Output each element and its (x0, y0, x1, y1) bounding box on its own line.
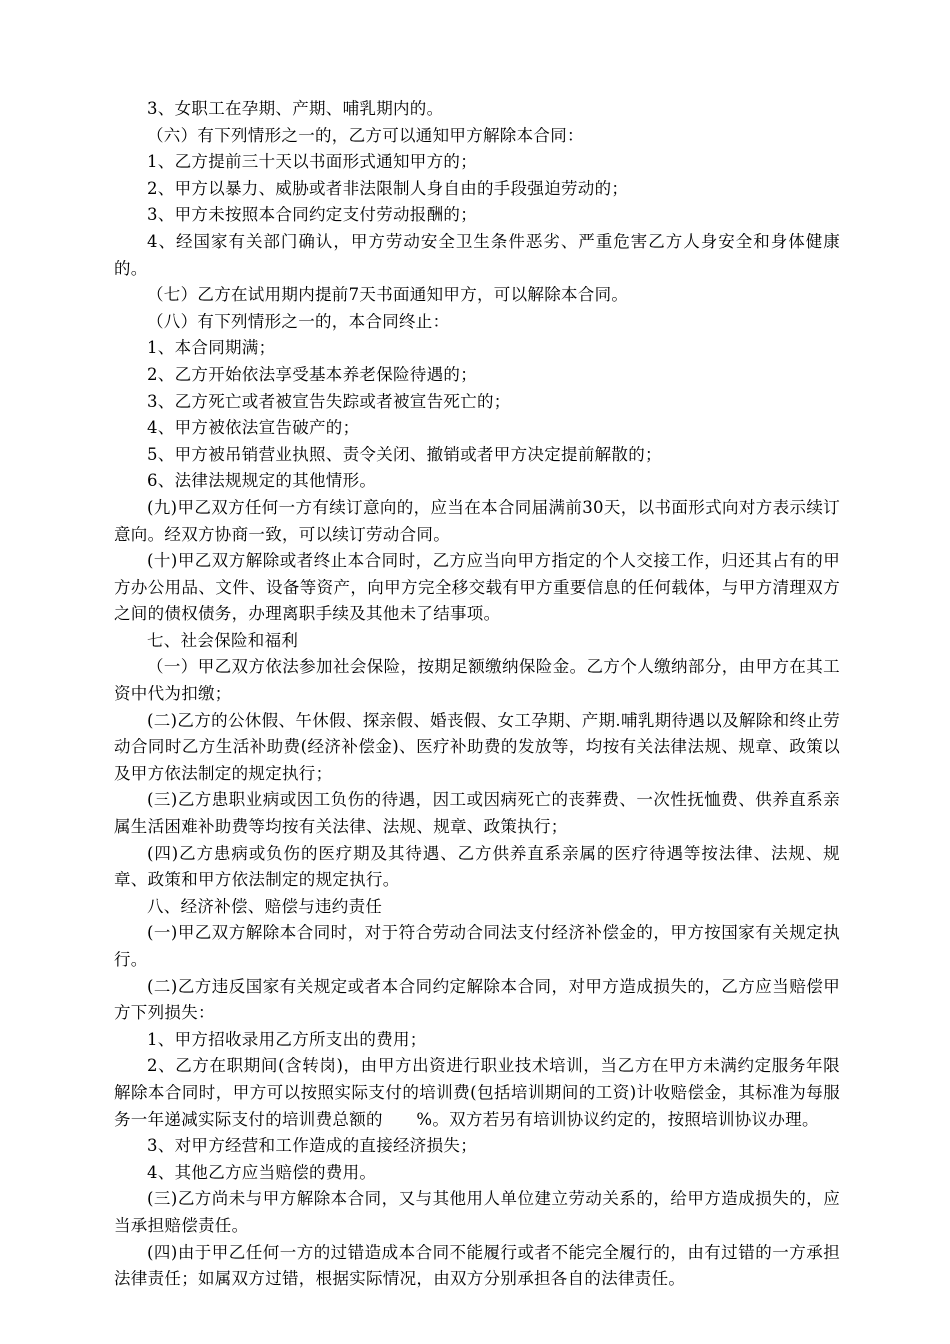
paragraph: 4、经国家有关部门确认，甲方劳动安全卫生条件恶劣、严重危害乙方人身安全和身体健康的。 (114, 231, 840, 278)
paragraph: 2、乙方开始依法享受基本养老保险待遇的； (147, 364, 477, 384)
paragraph: 1、乙方提前三十天以书面形式通知甲方的； (147, 152, 477, 172)
paragraph: （一）甲乙双方依法参加社会保险，按期足额缴纳保险金。乙方个人缴纳部分，由甲方在其工资中代为扣缴； (114, 657, 840, 704)
paragraph: (九)甲乙双方任何一方有续订意向的，应当在本合同届满前30天，以书面形式向对方表示续订意向。经双方协商一致，可以续订劳动合同。 (114, 497, 840, 544)
paragraph: 3、甲方未按照本合同约定支付劳动报酬的； (147, 205, 477, 225)
paragraph: (四)由于甲乙任何一方的过错造成本合同不能履行或者不能完全履行的，由有过错的一方承担法律责任；如属双方过错，根据实际情况，由双方分别承担各自的法律责任。 (114, 1242, 840, 1289)
paragraph: (十)甲乙双方解除或者终止本合同时，乙方应当向甲方指定的个人交接工作，归还其占有的甲方办公用品、文件、设备等资产，向甲方完全移交载有甲方重要信息的任何载体，与甲方清理双方之间的债权债务，办理离职手续及其他未了结事项。 (114, 551, 840, 624)
section-heading: 七、社会保险和福利 (147, 630, 299, 650)
paragraph: 6、法律法规规定的其他情形。 (147, 471, 377, 491)
paragraph: 1、本合同期满； (147, 338, 276, 358)
paragraph: 3、对甲方经营和工作造成的直接经济损失； (147, 1136, 477, 1156)
paragraph: (一)甲乙双方解除本合同时，对于符合劳动合同法支付经济补偿金的，甲方按国家有关规定执行。 (114, 923, 840, 969)
paragraph: 3、女职工在孕期、产期、哺乳期内的。 (147, 99, 444, 118)
paragraph: (二)乙方违反国家有关规定或者本合同约定解除本合同，对甲方造成损失的，乙方应当赔偿甲方下列损失： (114, 976, 840, 1023)
paragraph: （七）乙方在试用期内提前7天书面通知甲方，可以解除本合同。 (147, 285, 629, 305)
section-heading: 八、经济补偿、赔偿与违约责任 (147, 896, 383, 916)
paragraph: (三)乙方患职业病或因工负伤的待遇，因工或因病死亡的丧葬费、一次性抚恤费、供养直系亲属生活困难补助费等均按有关法律、法规、规章、政策执行； (114, 790, 840, 837)
document-page (114, 96, 840, 1293)
paragraph: (四)乙方患病或负伤的医疗期及其待遇、乙方供养直系亲属的医疗待遇等按法律、法规、规章、政策和甲方依法制定的规定执行。 (114, 843, 840, 890)
paragraph: （六）有下列情形之一的，乙方可以通知甲方解除本合同： (147, 125, 584, 145)
paragraph: 4、甲方被依法宣告破产的； (147, 418, 360, 438)
paragraph: (三)乙方尚未与甲方解除本合同，又与其他用人单位建立劳动关系的，给甲方造成损失的，应当承担赔偿责任。 (114, 1189, 840, 1235)
paragraph: 1、甲方招收录用乙方所支出的费用； (147, 1029, 427, 1049)
paragraph: 4、其他乙方应当赔偿的费用。 (147, 1162, 377, 1182)
paragraph: 5、甲方被吊销营业执照、责令关闭、撤销或者甲方决定提前解散的； (147, 444, 662, 464)
paragraph: (二)乙方的公休假、午休假、探亲假、婚丧假、女工孕期、产期.哺乳期待遇以及解除和终止劳动合同时乙方生活补助费(经济补偿金)、医疗补助费的发放等，均按有关法律法规、规章、政策以及甲方依法制定的规定执行； (114, 710, 840, 783)
paragraph: 2、乙方在职期间(含转岗)，由甲方出资进行职业技术培训，当乙方在甲方未满约定服务年限解除本合同时，甲方可以按照实际支付的培训费(包括培训期间的工资)计收赔偿金，其标准为每服务一年递减实际支付的培训费总额的 %。双方若另有培训协议约定的，按照培训协议办理。 (114, 1056, 840, 1129)
paragraph: （八）有下列情形之一的，本合同终止： (147, 311, 450, 331)
paragraph: 3、乙方死亡或者被宣告失踪或者被宣告死亡的； (147, 391, 511, 411)
paragraph: 2、甲方以暴力、威胁或者非法限制人身自由的手段强迫劳动的； (147, 178, 629, 198)
